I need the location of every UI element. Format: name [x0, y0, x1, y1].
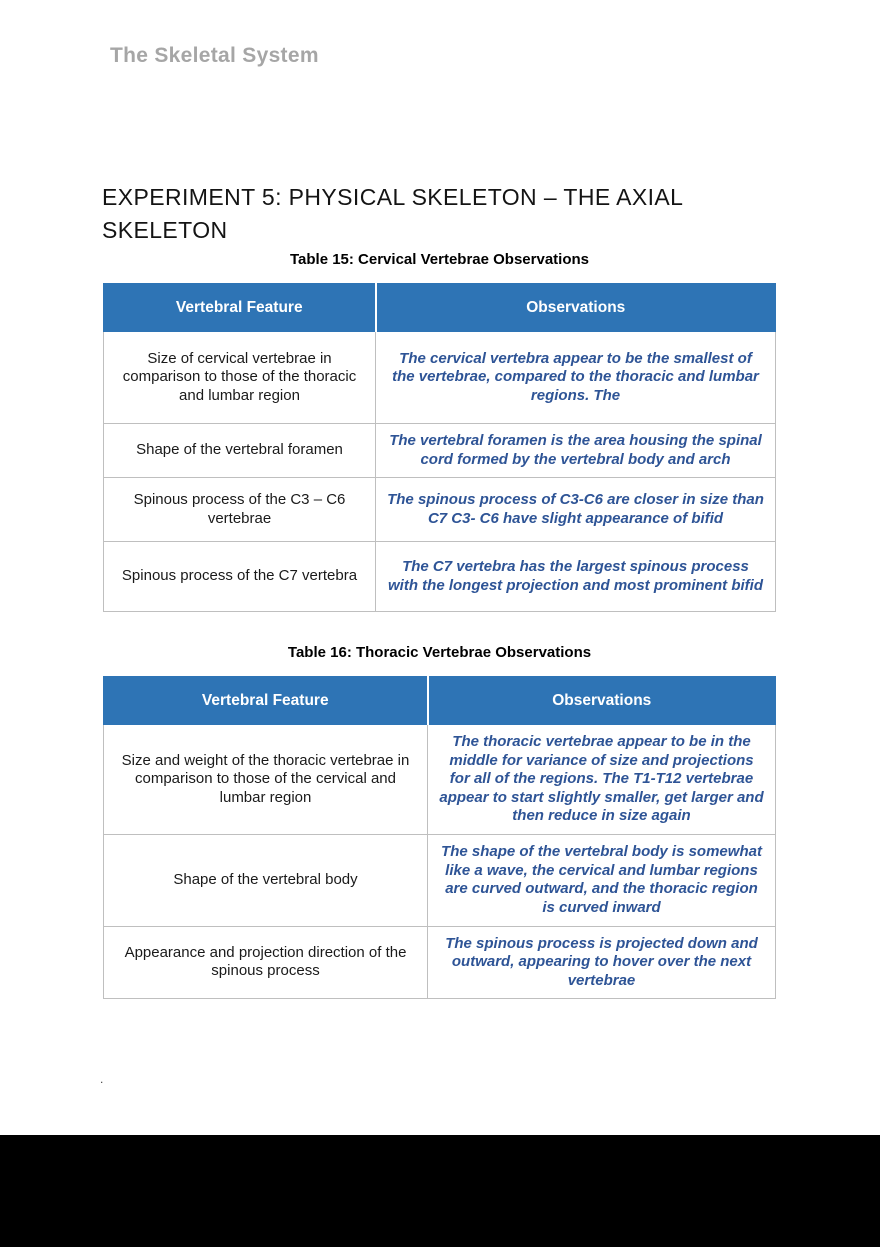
table16-column-header-observations: Observations [428, 677, 776, 725]
observation-cell: The spinous process of C3-C6 are closer in size than C7 C3- C6 have slight appearance of bifid [376, 478, 776, 542]
table-row [104, 332, 776, 424]
table16-caption: Table 16: Thoracic Vertebrae Observations [287, 644, 592, 661]
table-row [104, 834, 776, 926]
stray-period: . [100, 1072, 104, 1086]
observation-cell: The C7 vertebra has the largest spinous process with the longest projection and most prominent bifid [376, 542, 776, 612]
document-running-header: The Skeletal System [110, 44, 319, 67]
table-row [104, 478, 776, 542]
page-title [102, 181, 762, 247]
observation-cell: The shape of the vertebral body is somewhat like a wave, the cervical and lumbar regions are curved outward, and the thoracic region is curved inward [428, 834, 776, 926]
table15-column-header-observations: Observations [376, 284, 776, 332]
observation-cell: The spinous process is projected down and outward, appearing to hover over the next vertebrae [428, 926, 776, 999]
page-title-line2: SKELETON [102, 217, 228, 244]
observation-cell: The thoracic vertebrae appear to be in the middle for variance of size and projections for all of the regions. The T1-T12 vertebrae appear to start slightly smaller, get larger and then reduce in size again [428, 725, 776, 835]
feature-cell: Size of cervical vertebrae in comparison to those of the thoracic and lumbar region [104, 332, 376, 424]
feature-cell: Spinous process of the C7 vertebra [104, 542, 376, 612]
table-row [104, 424, 776, 478]
feature-cell: Shape of the vertebral body [104, 834, 428, 926]
table16-thoracic-observations [103, 676, 776, 999]
table15-caption: Table 15: Cervical Vertebrae Observations [289, 251, 590, 268]
table16-column-header-feature: Vertebral Feature [104, 677, 428, 725]
table15-header-row [104, 284, 776, 332]
observation-cell: The vertebral foramen is the area housing the spinal cord formed by the vertebral body and arch [376, 424, 776, 478]
table15-column-header-feature: Vertebral Feature [104, 284, 376, 332]
table16-header-row [104, 677, 776, 725]
table-row [104, 926, 776, 999]
feature-cell: Size and weight of the thoracic vertebrae in comparison to those of the cervical and lumbar region [104, 725, 428, 835]
page-title-line1: EXPERIMENT 5: PHYSICAL SKELETON – THE AXIAL [102, 184, 684, 211]
observation-cell: The cervical vertebra appear to be the smallest of the vertebrae, compared to the thoracic and lumbar regions. The [376, 332, 776, 424]
feature-cell: Appearance and projection direction of the spinous process [104, 926, 428, 999]
table15-cervical-observations [103, 283, 776, 612]
table-row [104, 725, 776, 835]
bottom-black-bar [0, 1135, 880, 1247]
table-row [104, 542, 776, 612]
feature-cell: Spinous process of the C3 – C6 vertebrae [104, 478, 376, 542]
feature-cell: Shape of the vertebral foramen [104, 424, 376, 478]
